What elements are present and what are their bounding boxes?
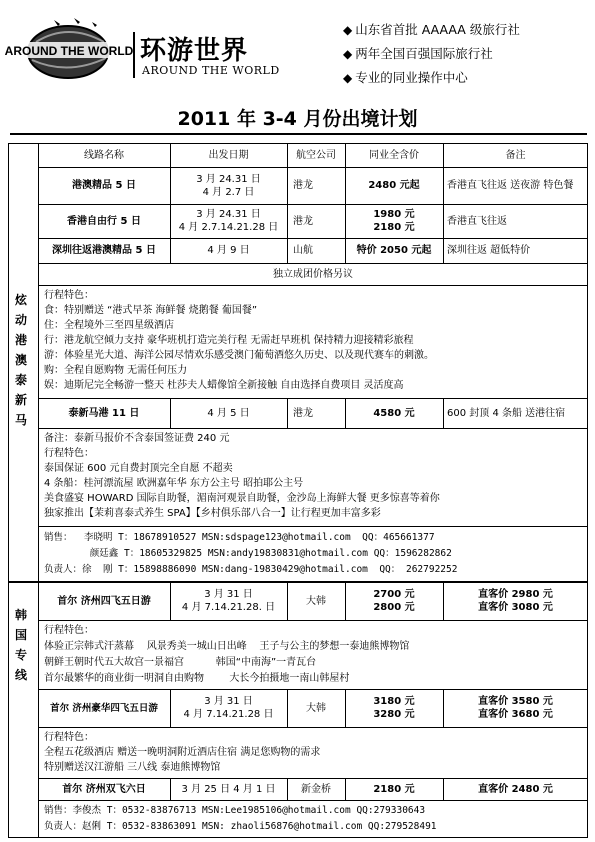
route-dates: 4 月 5 日 bbox=[207, 407, 250, 419]
feature-line: 食：特别赠送 “港式早茶 海鲜餐 烧鹅餐 葡国餐” bbox=[44, 305, 258, 316]
route-direct-price: 直客价 2480 元 bbox=[478, 783, 553, 795]
diamond-icon: ◆ bbox=[343, 23, 353, 37]
route-price: 3180 元 3280 元 bbox=[373, 696, 415, 720]
route-name: 泰新马港 11 日 bbox=[68, 407, 140, 419]
header-airline: 航空公司 bbox=[296, 149, 336, 161]
route-price: 特价 2050 元起 bbox=[356, 245, 432, 256]
route-airline: 新金桥 bbox=[301, 783, 331, 795]
route-airline: 港龙 bbox=[293, 215, 313, 227]
title-rule bbox=[10, 133, 587, 135]
claim-2: ◆ 两年全国百强国际旅行社 bbox=[343, 46, 493, 61]
route-airline: 港龙 bbox=[293, 180, 313, 191]
feature-line: 备注：泰新马报价不含泰国签证费 240 元 bbox=[44, 433, 230, 444]
route-airline: 大韩 bbox=[306, 702, 326, 714]
feature-line: 特别赠送汉江游船 三八线 泰迪熊博物馆 bbox=[44, 762, 221, 773]
header-price: 同业全含价 bbox=[369, 149, 419, 161]
feature-line: 购：全程自愿购物 无需任何压力 bbox=[44, 365, 188, 376]
feature-line: 朝鲜王朝时代五大故宫一景福宫 韩国“中南海”一青瓦台 bbox=[44, 657, 317, 668]
route-name: 首尔 济州豪华四飞五日游 bbox=[50, 702, 158, 714]
route-dates: 4 月 9 日 bbox=[207, 245, 250, 256]
divider bbox=[38, 620, 588, 621]
route-note: 香港直飞往返 bbox=[447, 215, 507, 227]
divider bbox=[38, 428, 588, 429]
route-airline: 大韩 bbox=[306, 595, 326, 607]
header-route: 线路名称 bbox=[84, 149, 124, 161]
route-direct-price: 直客价 2980 元 直客价 3080 元 bbox=[478, 589, 553, 613]
feature-line: 独家推出【茉莉喜泰式养生 SPA】【乡村俱乐部八合一】让行程更加丰富多彩 bbox=[44, 508, 381, 519]
feature-line: 美食盛宴 HOWARD 国际自助餐，湄南河观景自助餐，金沙岛上海鲜大餐 更多惊喜等着你 bbox=[44, 493, 440, 504]
feature-line: 全程五花级酒店 赠送一晚明洞附近酒店住宿 满足您购物的需求 bbox=[44, 747, 321, 758]
feature-line: 行：港龙航空倾力支持 豪华班机打造完美行程 无需赶早班机 保持精力迎接精彩旅程 bbox=[44, 335, 414, 346]
brand-name-en: AROUND THE WORLD bbox=[142, 64, 280, 77]
claim-1: ◆ 山东省首批 AAAAA 级旅行社 bbox=[343, 22, 520, 37]
route-price: 2700 元 2800 元 bbox=[373, 589, 415, 613]
route-dates: 3 月 31 日 4 月 7.14.21.28 日 bbox=[183, 696, 274, 720]
section-2-side-label: 韩 国 专 线 bbox=[14, 608, 27, 682]
feature-line: 4 条船：桂河漂流屋 欧洲嘉年华 东方公主号 昭拍耶公主号 bbox=[44, 478, 304, 489]
contact-line: 销售： 李晓明 T：18678910527 MSN:sdspage123@hotmail.com QQ：465661377 bbox=[44, 532, 435, 543]
feature-line: 体验正宗韩式汗蒸幕 风景秀美一城山日出峰 王子与公主的梦想一泰迪熊博物馆 bbox=[44, 641, 410, 652]
feature-line: 行程特色： bbox=[44, 290, 94, 301]
route-name: 深圳往返港澳精品 5 日 bbox=[52, 245, 156, 256]
feature-line: 泰国保证 600 元自费封顶完全自愿 不超卖 bbox=[44, 463, 233, 474]
route-name: 香港自由行 5 日 bbox=[67, 215, 141, 227]
claim-3: ◆ 专业的同业操作中心 bbox=[343, 70, 468, 85]
page-title: 2011 年 3-4 月份出境计划 bbox=[177, 108, 418, 130]
feature-line: 游：体验星光大道、海洋公园尽情欢乐感受澳门葡萄酒悠久历史、以及现代赛车的刺激。 bbox=[44, 350, 434, 361]
route-airline: 港龙 bbox=[293, 407, 313, 419]
header-date: 出发日期 bbox=[208, 149, 249, 161]
route-dates: 3 月 24.31 日 4 月 2.7 日 bbox=[196, 173, 261, 198]
route-dates: 3 月 24.31 日 4 月 2.7.14.21.28 日 bbox=[178, 209, 279, 233]
contact-line: 销售：李俊杰 T：0532-83876713 MSN:Lee1985106@hotmail.com QQ:279330643 bbox=[44, 805, 426, 816]
feature-line: 住：全程境外三至四星级酒店 bbox=[44, 320, 174, 331]
diamond-icon: ◆ bbox=[343, 71, 353, 85]
feature-line: 行程特色： bbox=[44, 625, 94, 636]
route-name: 港澳精品 5 日 bbox=[72, 180, 136, 191]
feature-line: 娱：迪斯尼完全畅游一整天 杜莎夫人蜡像馆全新接触 自由选择自费项目 灵活度高 bbox=[44, 380, 404, 391]
route-price: 2480 元起 bbox=[368, 180, 420, 191]
route-note: 600 封顶 4 条船 送港往宿 bbox=[447, 407, 566, 419]
feature-line: 首尔最繁华的商业街一明洞自由购物 大长今拍摄地一南山韩屋村 bbox=[44, 673, 350, 684]
route-dates: 3 月 25 日 4 月 1 日 bbox=[181, 783, 276, 795]
route-note: 深圳往返 超低特价 bbox=[447, 245, 531, 256]
divider bbox=[38, 285, 588, 286]
route-airline: 山航 bbox=[293, 245, 313, 256]
private-group-note: 独立成团价格另议 bbox=[273, 268, 353, 280]
route-name: 首尔 济州四飞五日游 bbox=[57, 595, 151, 607]
route-note: 香港直飞往返 送夜游 特色餐 bbox=[447, 180, 574, 191]
diamond-icon: ◆ bbox=[343, 47, 353, 61]
divider bbox=[38, 526, 588, 527]
route-direct-price: 直客价 3580 元 直客价 3680 元 bbox=[478, 696, 553, 720]
feature-line: 行程特色： bbox=[44, 448, 94, 459]
contact-line: 颜廷鑫 T：18605329825 MSN:andy19830831@hotmail.com QQ：1596282862 bbox=[44, 548, 452, 559]
brand-divider bbox=[133, 32, 135, 78]
company-logo bbox=[4, 12, 134, 82]
divider bbox=[38, 800, 588, 801]
route-name: 首尔 济州双飞六日 bbox=[62, 783, 146, 795]
divider bbox=[38, 727, 588, 728]
feature-line: 行程特色： bbox=[44, 732, 94, 743]
route-price: 2180 元 bbox=[373, 783, 415, 795]
logo-wordmark: AROUND THE WORLD bbox=[4, 44, 134, 58]
route-price: 1980 元 2180 元 bbox=[373, 209, 415, 233]
section-1-side-label: 炫 动 港 澳 泰 新 马 bbox=[14, 293, 27, 427]
contact-line: 负责人：赵俐 T：0532-83863091 MSN: zhaoli56876@hotmail.com QQ:279528491 bbox=[44, 821, 437, 832]
contact-line: 负责人：徐 刚 T：15898886090 MSN:dang-19830429@hotmail.com QQ： 262792252 bbox=[44, 564, 458, 575]
route-price: 4580 元 bbox=[373, 407, 415, 419]
header-note: 备注 bbox=[505, 149, 526, 161]
route-dates: 3 月 31 日 4 月 7.14.21.28. 日 bbox=[181, 589, 276, 613]
brand-name-cn: 环游世界 bbox=[140, 36, 249, 66]
